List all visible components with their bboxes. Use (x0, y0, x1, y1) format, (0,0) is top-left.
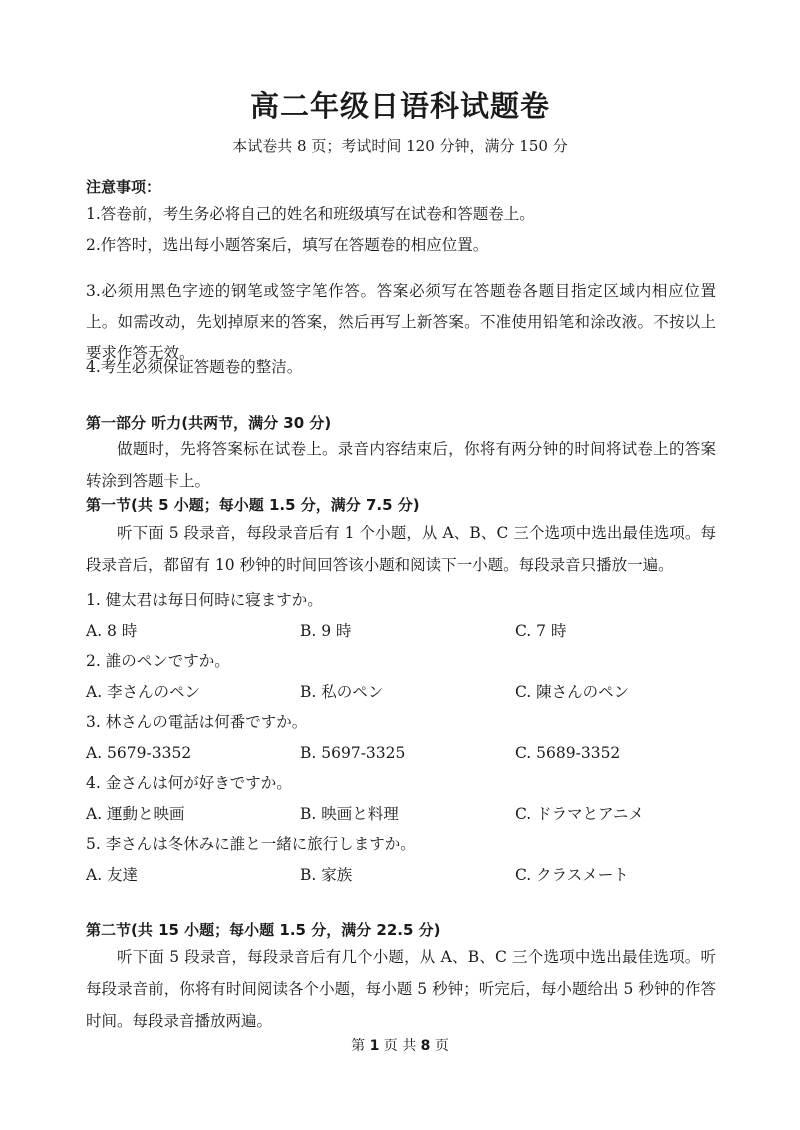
note-item-3: 3.必须用黑色字迹的钢笔或签字笔作答。答案必须写在答题卷各题目指定区域内相应位置上。如需改动，先划掉原来的答案，然后再写上新答案。不准使用铅笔和涂改液。不按以上要求作答无效。 (86, 282, 716, 362)
page-title: 高二年级日语科试题卷 (249, 89, 550, 123)
section1-heading: 第一节(共 5 小题；每小题 1.5 分，满分 7.5 分) (86, 496, 420, 514)
footer-total-pages: 8 (420, 1038, 431, 1054)
footer-page-number: 1 (369, 1038, 380, 1054)
question-5-option-a: A. 友達 (86, 866, 139, 884)
notes-heading: 注意事项： (86, 178, 162, 196)
section2-heading: 第二节(共 15 小题；每小题 1.5 分，满分 22.5 分) (86, 921, 441, 939)
section1-instruction: 听下面 5 段录音，每段录音后有 1 个小题，从 A、B、C 三个选项中选出最佳选项。每段录音后，都留有 10 秒钟的时间回答该小题和阅读下一小题。每段录音只播放一遍。 (86, 524, 716, 574)
question-3: 3. 林さんの電話は何番ですか。 (86, 713, 308, 731)
question-2-option-c: C. 陳さんのペン (515, 683, 630, 701)
question-3-option-b: B. 5697-3325 (300, 744, 406, 762)
section2-instruction: 听下面 5 段录音，每段录音后有几个小题，从 A、B、C 三个选项中选出最佳选项。听每段录音前，你将有时间阅读各个小题，每小题 5 秒钟；听完后，每小题给出 5 秒钟的作答时间。每段录音播放两遍。 (86, 948, 716, 1030)
footer-pre: 第 (351, 1038, 366, 1054)
question-5: 5. 李さんは冬休みに誰と一緒に旅行しますか。 (86, 835, 416, 853)
question-4-option-c: C. ドラマとアニメ (515, 805, 644, 823)
question-4-option-a: A. 運動と映画 (86, 805, 185, 823)
question-5-option-c: C. クラスメート (515, 866, 629, 884)
question-2: 2. 誰のペンですか。 (86, 652, 230, 670)
question-4: 4. 金さんは何が好きですか。 (86, 774, 292, 792)
footer-mid: 页 共 (383, 1038, 417, 1054)
question-1-option-a: A. 8 時 (86, 622, 138, 640)
note-item-4: 4.考生必须保证答题卷的整洁。 (86, 358, 303, 376)
page-footer (0, 1036, 800, 1056)
question-4-option-b: B. 映画と料理 (300, 805, 399, 823)
note-item-1: 1.答卷前，考生务必将自己的姓名和班级填写在试卷和答题卷上。 (86, 205, 535, 223)
part1-heading: 第一部分 听力(共两节，满分 30 分) (86, 414, 332, 432)
question-5-option-b: B. 家族 (300, 866, 353, 884)
part1-instruction: 做题时，先将答案标在试卷上。录音内容结束后，你将有两分钟的时间将试卷上的答案转涂到答题卡上。 (86, 440, 716, 490)
question-1-option-c: C. 7 時 (515, 622, 567, 640)
question-2-option-a: A. 李さんのペン (86, 683, 201, 701)
footer-post: 页 (434, 1038, 449, 1054)
question-3-option-c: C. 5689-3352 (515, 744, 621, 762)
question-1-option-b: B. 9 時 (300, 622, 352, 640)
exam-subtitle: 本试卷共 8 页；考试时间 120 分钟，满分 150 分 (232, 137, 568, 155)
question-3-option-a: A. 5679-3352 (86, 744, 192, 762)
question-1: 1. 健太君は毎日何時に寝ますか。 (86, 591, 323, 609)
question-2-option-b: B. 私のペン (300, 683, 384, 701)
note-item-2: 2.作答时，选出每小题答案后，填写在答题卷的相应位置。 (86, 236, 489, 254)
